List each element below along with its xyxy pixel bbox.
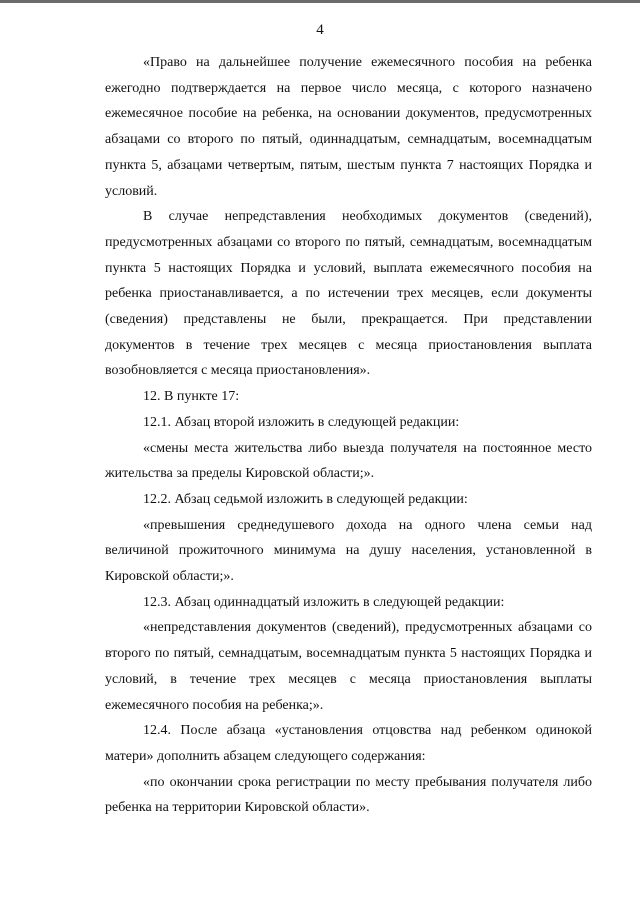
paragraph-suspension-rules: В случае непредставления необходимых документов (сведений), предусмотренных абзацами со второго по пятый, семнадцатым, восемнадцатым пункта 5 настоящих Порядка и условий, выплата ежемесячного пособия на ребенка приостанавливается, а по истечении трех месяцев, если документы (сведения) представлены не были, прекращается. При представлении документов в течение трех месяцев с месяца приостановления выплата возобновляется с месяца приостановления». [105, 209, 592, 379]
page-number: 4 [316, 22, 324, 38]
paragraph-item-12-3: 12.3. Абзац одиннадцатый изложить в следующей редакции: [143, 594, 505, 610]
paragraph-item-12-1: 12.1. Абзац второй изложить в следующей редакции: [143, 414, 460, 430]
document-body [105, 50, 592, 821]
paragraph-monthly-benefit-confirmation: «Право на дальнейшее получение ежемесячного пособия на ребенка ежегодно подтверждается на первое число месяца, с которого назначено ежемесячное пособие на ребенка, на основании документов, предусмотренных абзацами со второго по пятый, одиннадцатым, семнадцатым, восемнадцатым пункта 5, абзацами четвертым, пятым, шестым пункта 7 настоящих Порядка и условий. [105, 55, 592, 199]
paragraph-item-12-2-text: «превышения среднедушевого дохода на одного члена семьи над величиной прожиточного минимума на душу населения, установленной в Кировской области;». [105, 517, 592, 585]
paragraph-item-12: 12. В пункте 17: [143, 389, 240, 405]
paragraph-item-12-4-text: «по окончании срока регистрации по месту пребывания получателя либо ребенка на территории Кировской области». [105, 774, 592, 816]
paragraph-item-12-4: 12.4. После абзаца «установления отцовства над ребенком одинокой матери» дополнить абзацем следующего содержания: [105, 723, 592, 764]
paragraph-item-12-1-text: «смены места жительства либо выезда получателя на постоянное место жительства за пределы Кировской области;». [105, 440, 592, 482]
paragraph-item-12-3-text: «непредставления документов (сведений), предусмотренных абзацами со второго по пятый, семнадцатым, восемнадцатым пункта 5 настоящих Порядка и условий, в течение трех месяцев с месяца приостановления выплаты ежемесячного пособия на ребенка;». [105, 620, 592, 713]
paragraph-item-12-2: 12.2. Абзац седьмой изложить в следующей редакции: [143, 491, 468, 507]
scan-top-edge [0, 0, 640, 3]
